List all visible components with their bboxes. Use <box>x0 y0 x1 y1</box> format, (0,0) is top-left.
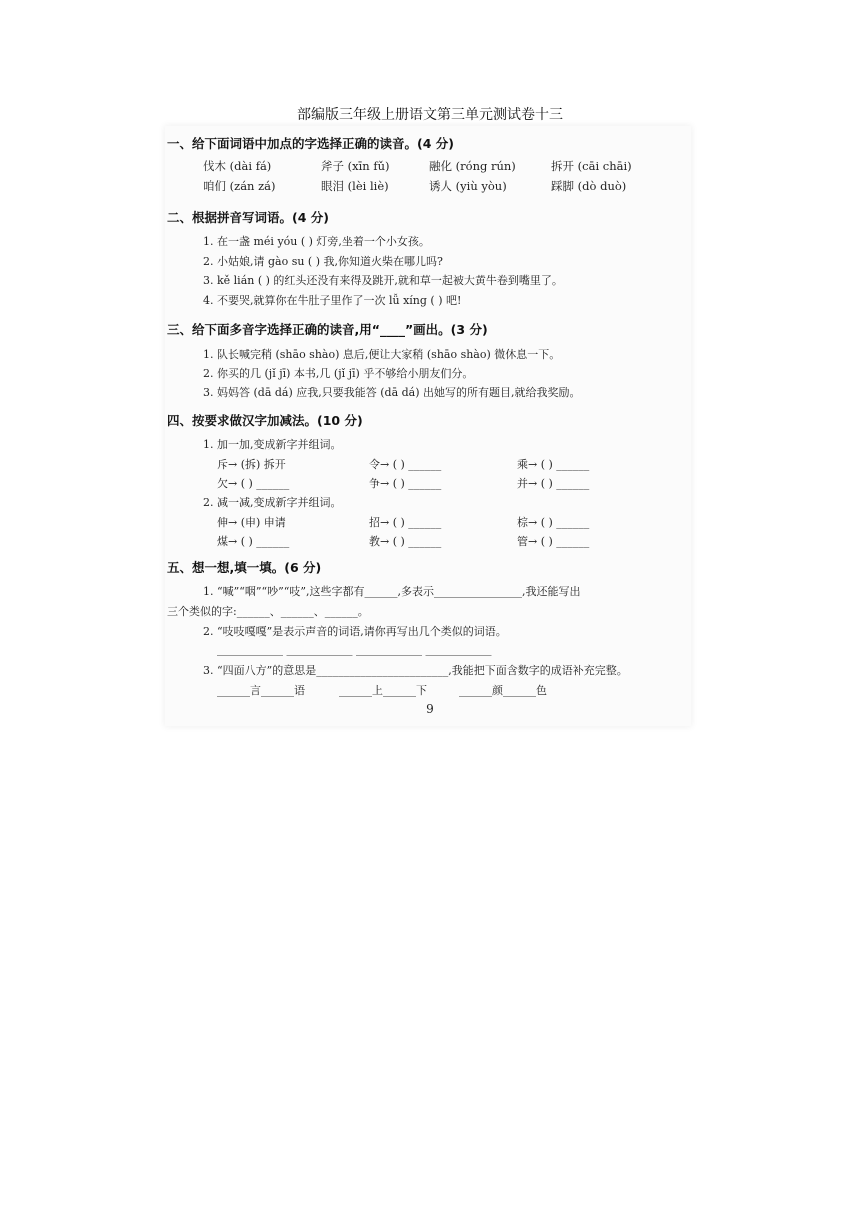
s3-item: 1. 队长喊完稍 (shāo shào) 息后,便让大家稍 (shāo shào) 微休息一下。 <box>203 348 561 361</box>
section-5-title: 五、想一想,填一填。(6 分) <box>167 560 322 575</box>
section-1-title: 一、给下面词语中加点的字选择正确的读音。(4 分) <box>167 136 454 151</box>
s5-idiom: ______上______下 <box>339 684 427 697</box>
s1-word: 斧子 (xīn fǔ) <box>321 159 390 173</box>
s4-cell: 招→ ( ) ______ <box>369 516 442 529</box>
document-title: 部编版三年级上册语文第三单元测试卷十三 <box>297 107 563 123</box>
s5-q3: 3. “四面八方”的意思是________________________,我能把下面含数字的成语补充完整。 <box>203 664 628 677</box>
s4-cell: 并→ ( ) ______ <box>517 477 590 490</box>
s4-cell: 棕→ ( ) ______ <box>517 516 590 529</box>
s4-cell: 欠→ ( ) ______ <box>217 477 290 490</box>
s2-item: 1. 在一盏 méi yóu ( ) 灯旁,坐着一个小女孩。 <box>203 235 430 248</box>
s5-idiom: ______言______语 <box>217 684 305 697</box>
s4-cell: 管→ ( ) ______ <box>517 535 590 548</box>
s1-word: 融化 (róng rún) <box>429 159 516 173</box>
s1-word: 诱人 (yiù yòu) <box>429 179 507 193</box>
s1-word: 眼泪 (lèi liè) <box>321 179 389 193</box>
s4-cell: 争→ ( ) ______ <box>369 477 442 490</box>
s2-item: 4. 不要哭,就算你在牛肚子里作了一次 lǚ xíng ( ) 吧! <box>203 294 462 307</box>
section-3-title: 三、给下面多音字选择正确的读音,用“____”画出。(3 分) <box>167 322 488 337</box>
scanned-test-page <box>165 126 691 726</box>
s5-q2-blanks: ____________ ____________ ____________ ____________ <box>217 643 492 656</box>
s5-q1: 1. “喊”“咽”“吵”“吱”,这些字都有______,多表示________________,我还能写出 <box>203 585 581 598</box>
s4-cell: 斥→ (拆) 拆开 <box>217 458 286 471</box>
s3-item: 2. 你买的几 (jǐ jī) 本书,几 (jǐ jī) 乎不够给小朋友们分。 <box>203 367 474 380</box>
s1-word: 伐木 (dài fá) <box>203 159 272 173</box>
section-2-title: 二、根据拼音写词语。(4 分) <box>167 210 329 225</box>
s4-cell: 令→ ( ) ______ <box>369 458 442 471</box>
s4-cell: 教→ ( ) ______ <box>369 535 442 548</box>
s2-item: 2. 小姑娘,请 gào su ( ) 我,你知道火柴在哪儿吗? <box>203 255 443 268</box>
section-4-title: 四、按要求做汉字加减法。(10 分) <box>167 413 363 428</box>
s4-cell: 伸→ (申) 申请 <box>217 516 286 529</box>
s4-cell: 煤→ ( ) ______ <box>217 535 290 548</box>
s4-sub2: 2. 减一减,变成新字并组词。 <box>203 496 342 509</box>
s2-item: 3. kě lián ( ) 的红头还没有来得及跳开,就和草一起被大黄牛卷到嘴里了。 <box>203 274 563 287</box>
s1-word: 拆开 (cāi chāi) <box>551 159 632 173</box>
s4-cell: 乘→ ( ) ______ <box>517 458 590 471</box>
s3-item: 3. 妈妈答 (dā dá) 应我,只要我能答 (dā dá) 出她写的所有题目,就给我奖励。 <box>203 386 581 399</box>
s1-word: 踩脚 (dò duò) <box>551 179 627 193</box>
s5-q1-cont: 三个类似的字:______、______、______。 <box>167 605 369 618</box>
page-number: 9 <box>426 702 434 716</box>
s5-q2: 2. “吱吱嘎嘎”是表示声音的词语,请你再写出几个类似的词语。 <box>203 625 507 638</box>
s5-idiom: ______颜______色 <box>459 684 547 697</box>
s4-sub1: 1. 加一加,变成新字并组词。 <box>203 438 342 451</box>
s1-word: 咱们 (zán zá) <box>203 179 276 193</box>
